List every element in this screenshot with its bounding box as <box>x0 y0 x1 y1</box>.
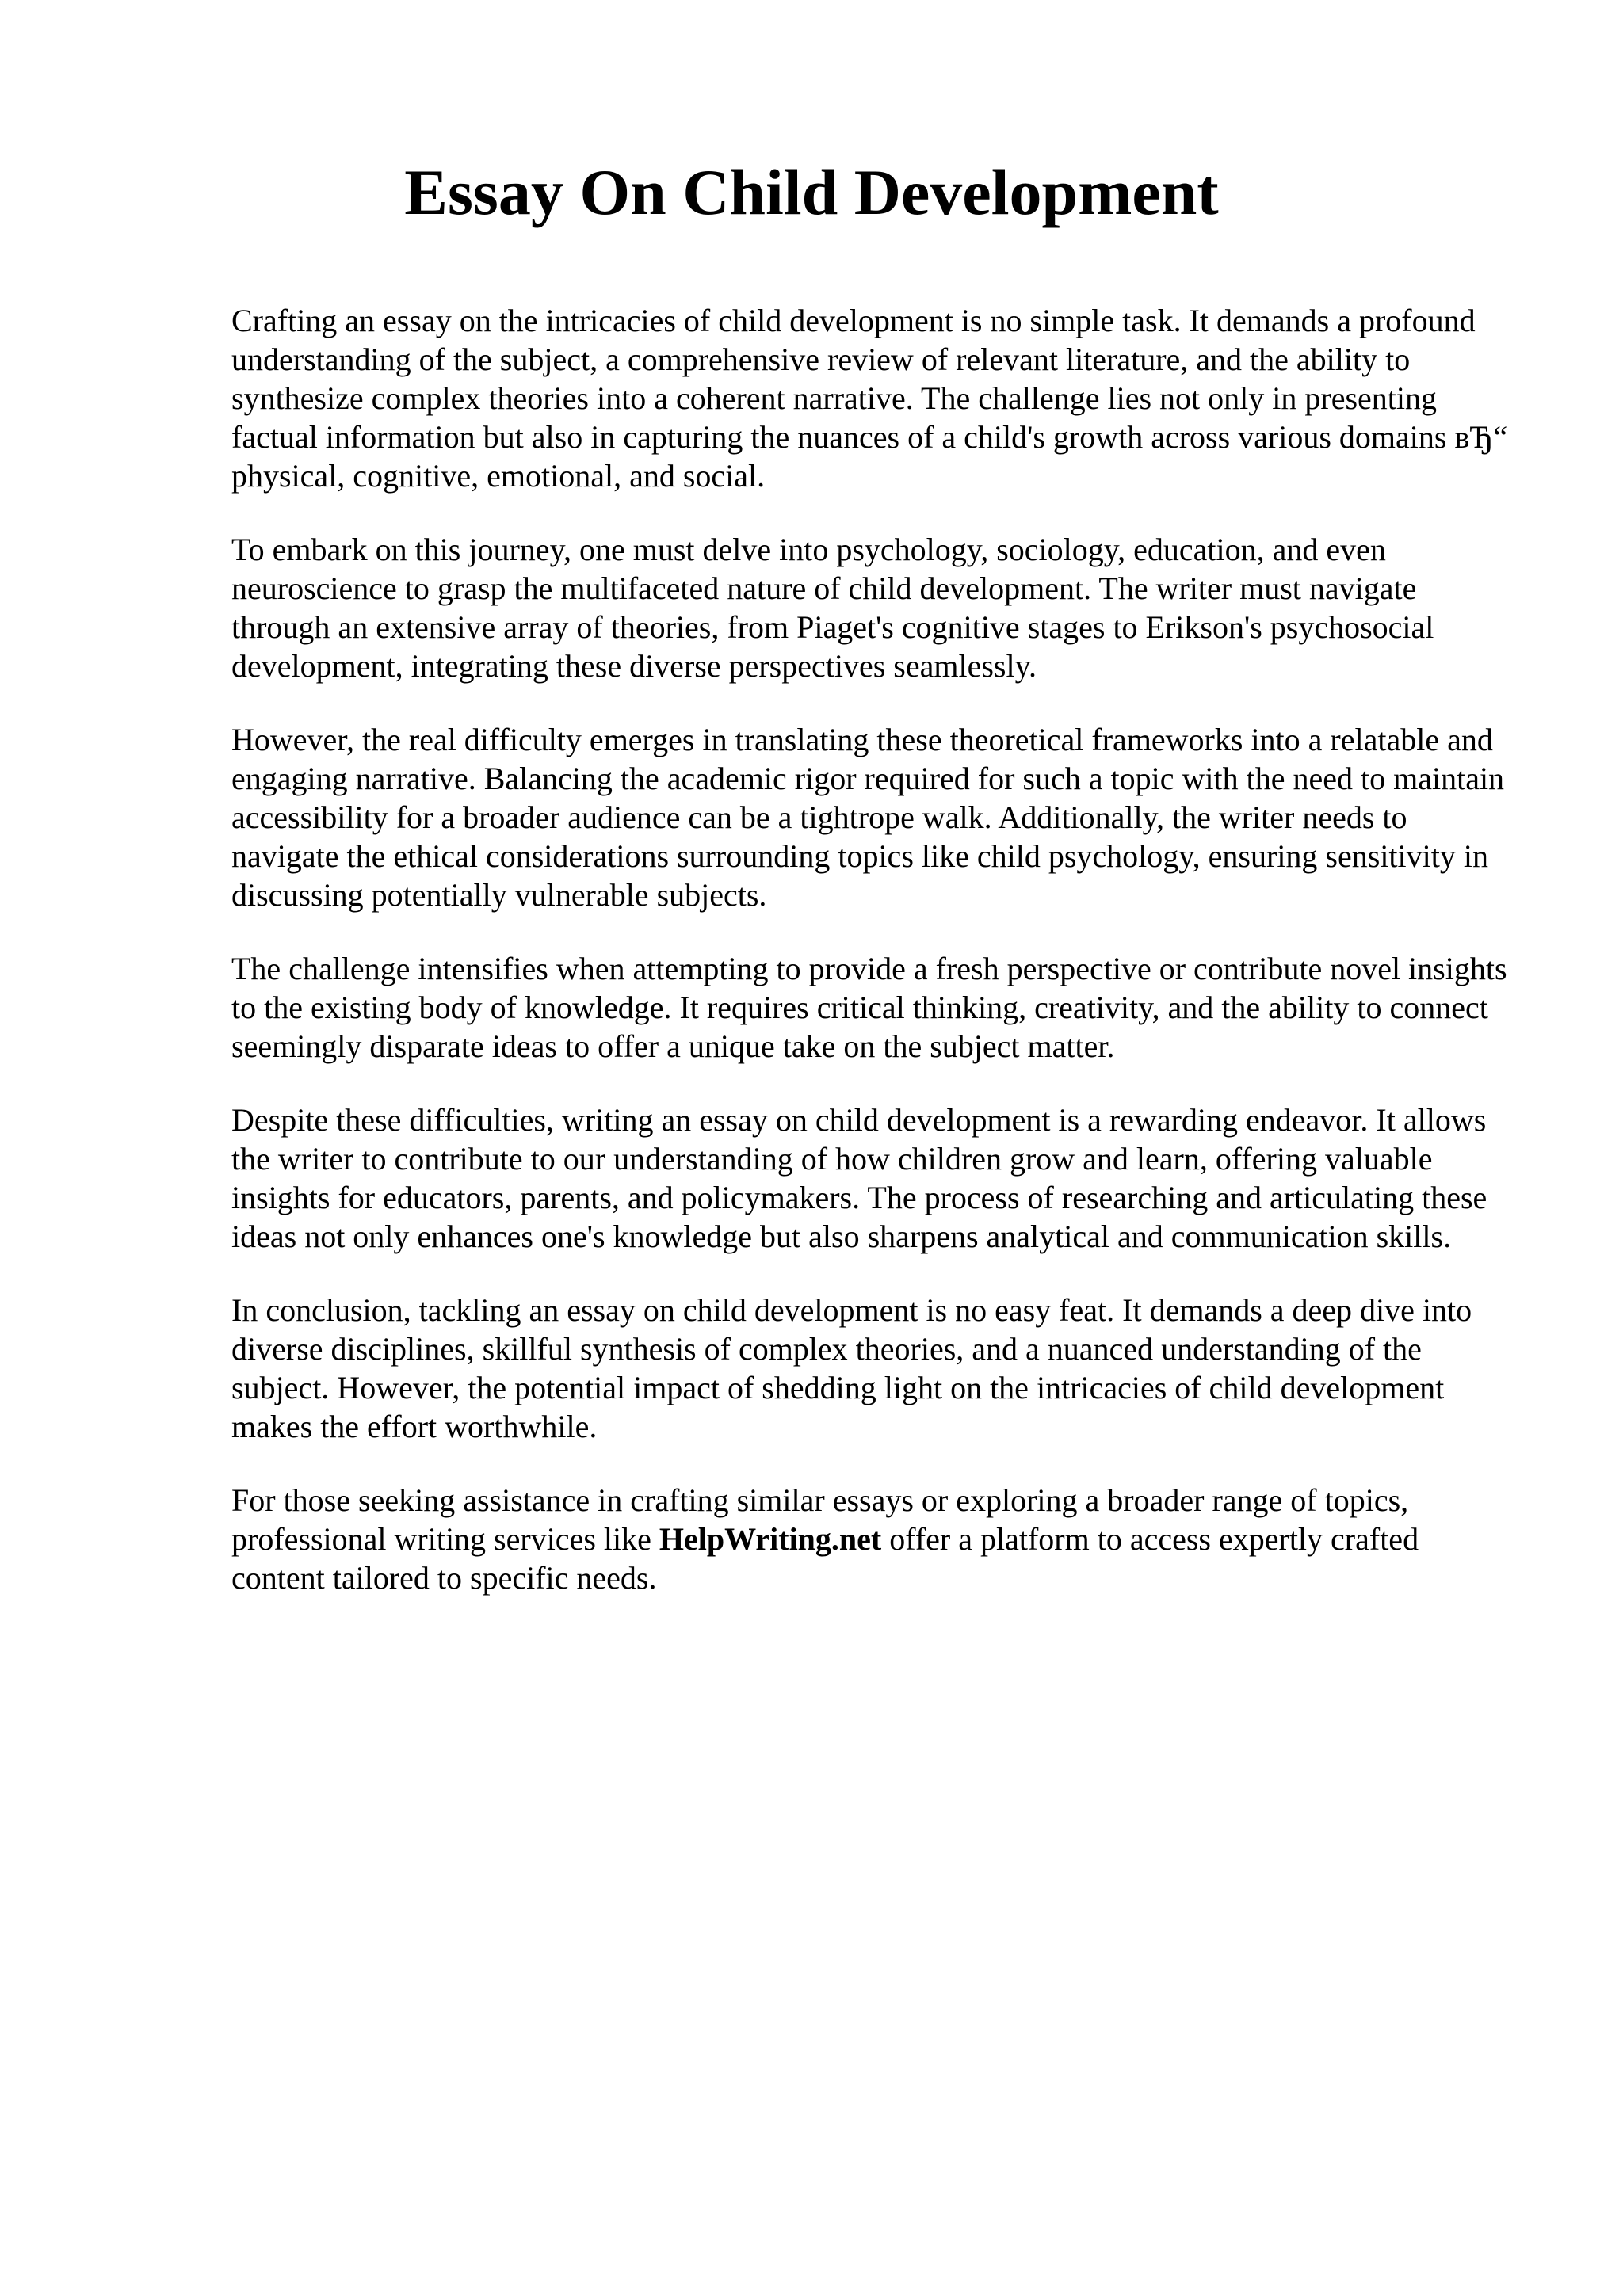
paragraph-3: However, the real difficulty emerges in translating these theoretical frameworks into a relatable and engaging narrative. Balancing the academic rigor required for such a topic with the need to maintain accessibility for a broader audience can be a tightrope walk. Additionally, the writer needs to navigate the ethical considerations surrounding topics like child psychology, ensuring sensitivity in discussing potentially vulnerable subjects. <box>231 722 1505 913</box>
document-title: Essay On Child Development <box>404 156 1219 228</box>
brand-name-link: HelpWriting.net <box>659 1521 882 1557</box>
paragraph-1: Crafting an essay on the intricacies of child development is no simple task. It demands a profound understanding of the subject, a comprehensive review of relevant literature, and the ability to synthesize complex theories into a coherent narrative. The challenge lies not only in presenting factual information but also in capturing the nuances of a child's growth across various domains вЂ“ physical, cognitive, emotional, and social. <box>231 303 1508 494</box>
paragraph-4: The challenge intensifies when attempting to provide a fresh perspective or contribute novel insights to the existing body of knowledge. It requires critical thinking, creativity, and the ability to connect seemingly disparate ideas to offer a unique take on the subject matter. <box>231 951 1507 1064</box>
document-body <box>231 301 1515 1632</box>
paragraph-2: To embark on this journey, one must delve into psychology, sociology, education, and even neuroscience to grasp the multifaceted nature of child development. The writer must navigate through an extensive array of theories, from Piaget's cognitive stages to Erikson's psychosocial development, integrating these diverse perspectives seamlessly. <box>231 532 1434 684</box>
paragraph-6: In conclusion, tackling an essay on child development is no easy feat. It demands a deep dive into diverse disciplines, skillful synthesis of complex theories, and a nuanced understanding of the subject. However, the potential impact of shedding light on the intricacies of child development makes the effort worthwhile. <box>231 1292 1472 1444</box>
closing-paragraph <box>231 1481 1515 1597</box>
closing-text-after: offer a platform to access expertly crafted content tailored to specific needs. <box>231 1521 1419 1596</box>
closing-text-before: For those seeking assistance in crafting similar essays or exploring a broader range of topics, professional writing services like <box>231 1482 1409 1557</box>
paragraph-5: Despite these difficulties, writing an essay on child development is a rewarding endeavor. It allows the writer to contribute to our understanding of how children grow and learn, offering valuable insights for educators, parents, and policymakers. The process of researching and articulating these ideas not only enhances one's knowledge but also sharpens analytical and communication skills. <box>231 1102 1487 1254</box>
